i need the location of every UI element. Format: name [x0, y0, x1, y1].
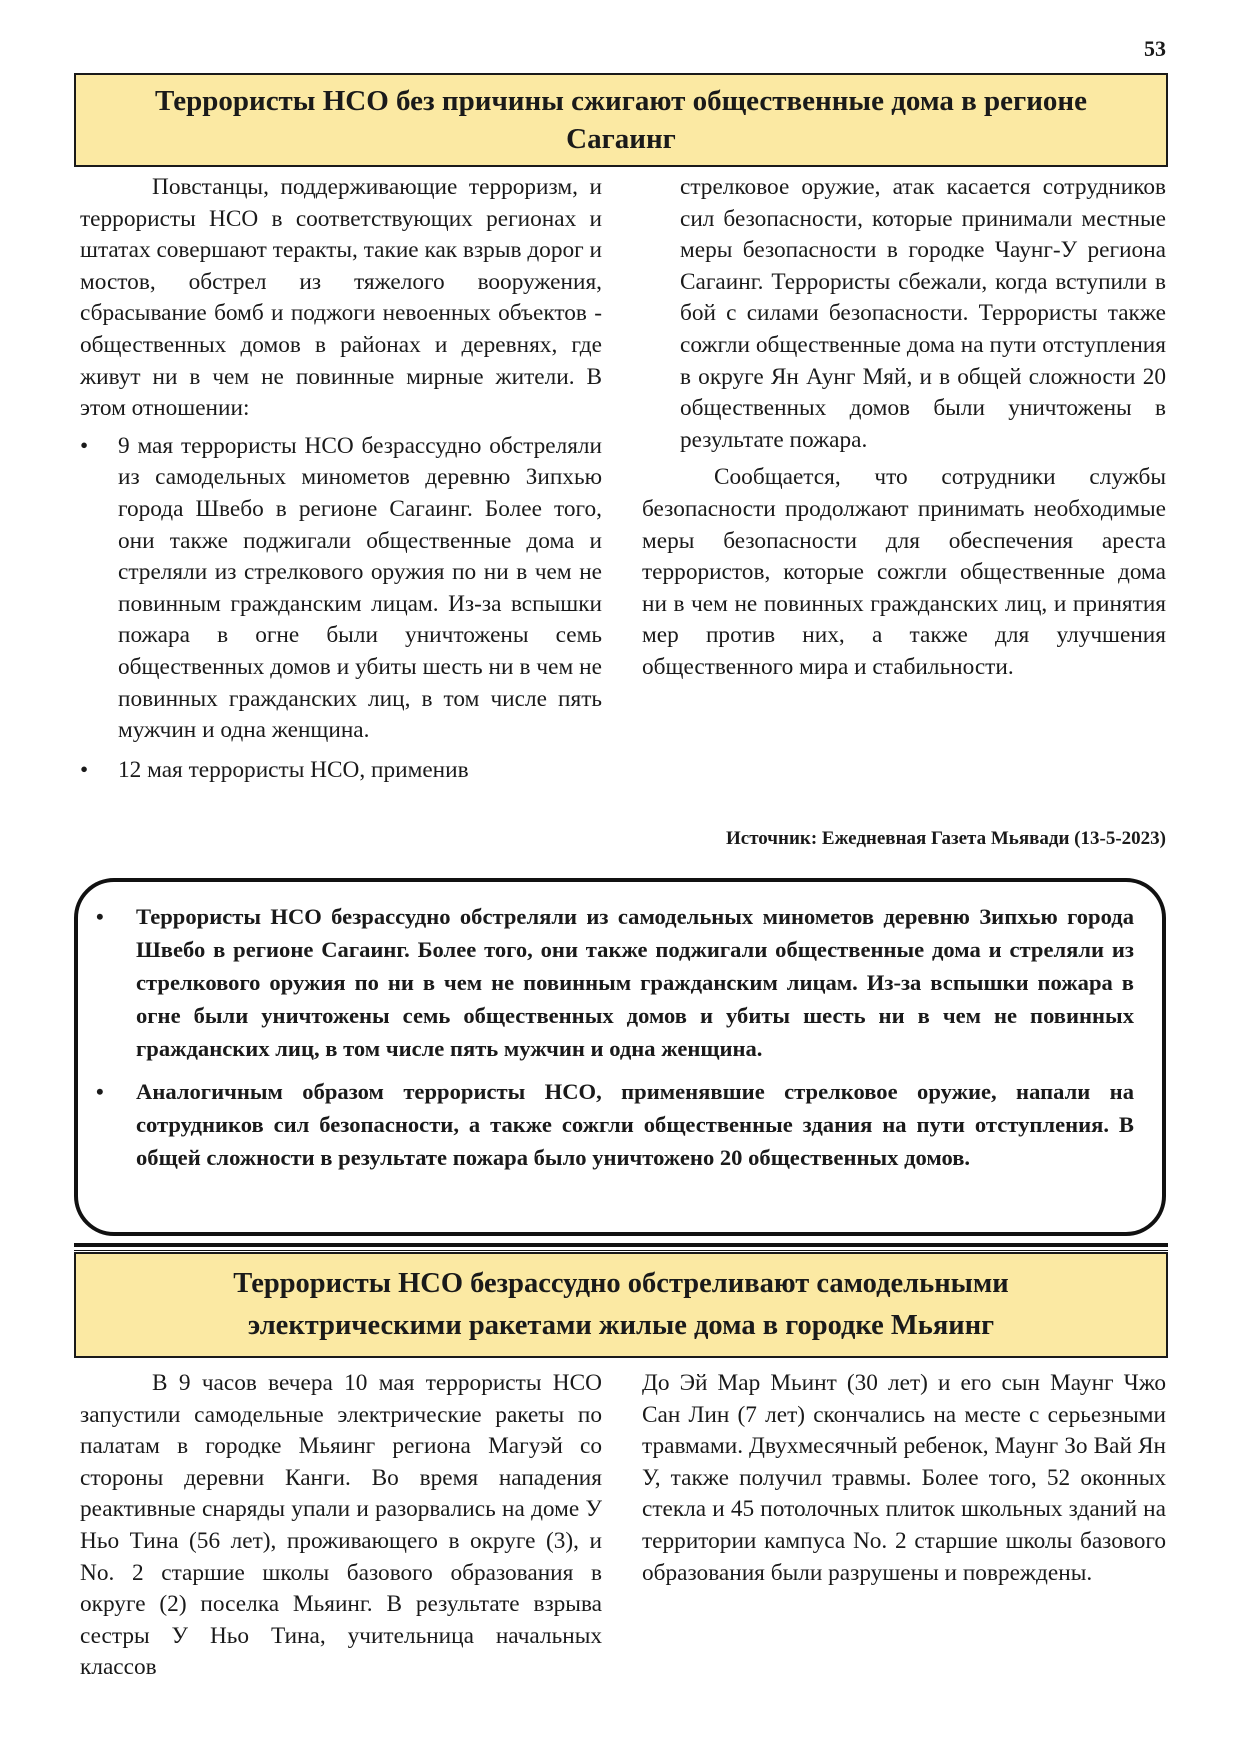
section-divider — [74, 1243, 1168, 1247]
summary-point: • Аналогичным образом террористы НСО, применявшие стрелковое оружие, напали на сотрудников сил безопасности, а также сожгли общественные здания на пути отступления. В общей сложности в результате пожара было уничтожено 20 общественных домов. — [96, 1075, 1134, 1174]
summary-list — [96, 900, 1134, 1174]
section-divider-thin — [74, 1250, 1168, 1251]
article-title — [74, 73, 1168, 167]
intro-paragraph: Повстанцы, поддерживающие терроризм, и террористы НСО в соответствующих регионах и штатах совершают теракты, такие как взрыв дорог и мостов, обстрел из тяжелого вооружения, сбрасывание бомб и поджоги невоенных объектов - общественных домов в районах и деревнях, где живут ни в чем не повинные мирные жители. В этом отношении: — [80, 174, 602, 422]
article-title-line-1: Террористы НСО без причины сжигают общественные дома в регионе — [154, 85, 1087, 117]
source-citation: Источник: Ежедневная Газета Мьявади (13-5-2023) — [726, 828, 1166, 849]
article-paragraph: В 9 часов вечера 10 мая террористы НСО запустили самодельные электрические ракеты по палатам в городке Мьяинг региона Магуэй со стороны деревни Канги. Во время нападения реактивные снаряды упали и разорвались на доме У Ньо Тина (56 лет), проживающего в округе (3), и No. 2 старшие школы базового образования в округе (2) поселка Мьяинг. В результате взрыва сестры У Ньо Тина, учительница начальных классов — [80, 1370, 602, 1681]
incident-list — [80, 431, 602, 787]
article-left-column — [80, 172, 602, 786]
incident-item: • 9 мая террористы НСО безрассудно обстреляли из самодельных минометов деревню Зипхью города Швебо в регионе Сагаинг. Более того, они также поджигали общественные дома и стреляли из стрелкового оружия по ни в чем не повинным гражданским лицам. Из-за вспышки пожара в огне были уничтожены семь общественных домов и убиты шесть ни в чем не повинных гражданских лиц, в том числе пять мужчин и одна женщина. — [80, 431, 602, 747]
summary-box — [74, 878, 1166, 1236]
article-title — [74, 1252, 1168, 1358]
article-right-column — [642, 1368, 1166, 1589]
page-number: 53 — [1144, 36, 1166, 61]
article-right-column — [642, 172, 1166, 684]
article-title-line-2: Сагаинг — [566, 123, 676, 155]
article-title-line-1: Террористы НСО безрассудно обстреливают самодельными — [233, 1268, 1009, 1299]
summary-point: • Террористы НСО безрассудно обстреляли из самодельных минометов деревню Зипхью города Швебо в регионе Сагаинг. Более того, они также поджигали общественные дома и стреляли из стрелкового оружия по ни в чем не повинным гражданским лицам. Из-за вспышки пожара в огне были уничтожены семь общественных домов и убиты шесть ни в чем не повинных гражданских лиц, в том числе пять мужчин и одна женщина. — [96, 900, 1134, 1065]
article-paragraph: До Эй Мар Мьинт (30 лет) и его сын Маунг Чжо Сан Лин (7 лет) скончались на месте с серьезными травмами. Двухмесячный ребенок, Маунг Зо Вай Ян У, также получил травмы. Более того, 52 оконных стекла и 45 потолочных плиток школьных зданий на территории кампуса No. 2 старшие школы базового образования были разрушены и повреждены. — [642, 1370, 1166, 1586]
article-left-column — [80, 1368, 602, 1684]
incident-item: • 12 мая террористы НСО, применив — [80, 755, 602, 787]
article-title-line-2: электрическими ракетами жилые дома в городке Мьяинг — [247, 1310, 995, 1341]
closing-paragraph: Сообщается, что сотрудники службы безопасности продолжают принимать необходимые меры безопасности для обеспечения ареста террористов, которые сожгли общественные дома ни в чем не повинных гражданских лиц, и принятия мер против них, а также для улучшения общественного мира и стабильности. — [642, 464, 1166, 680]
continuation-paragraph: стрелковое оружие, атак касается сотрудников сил безопасности, которые принимали местные меры безопасности в городке Чаунг-У региона Сагаинг. Террористы сбежали, когда вступили в бой с силами безопасности. Террористы также сожгли общественные дома на пути отступления в округе Ян Аунг Мяй, и в общей сложности 20 общественных домов были уничтожены в результате пожара. — [680, 174, 1166, 453]
